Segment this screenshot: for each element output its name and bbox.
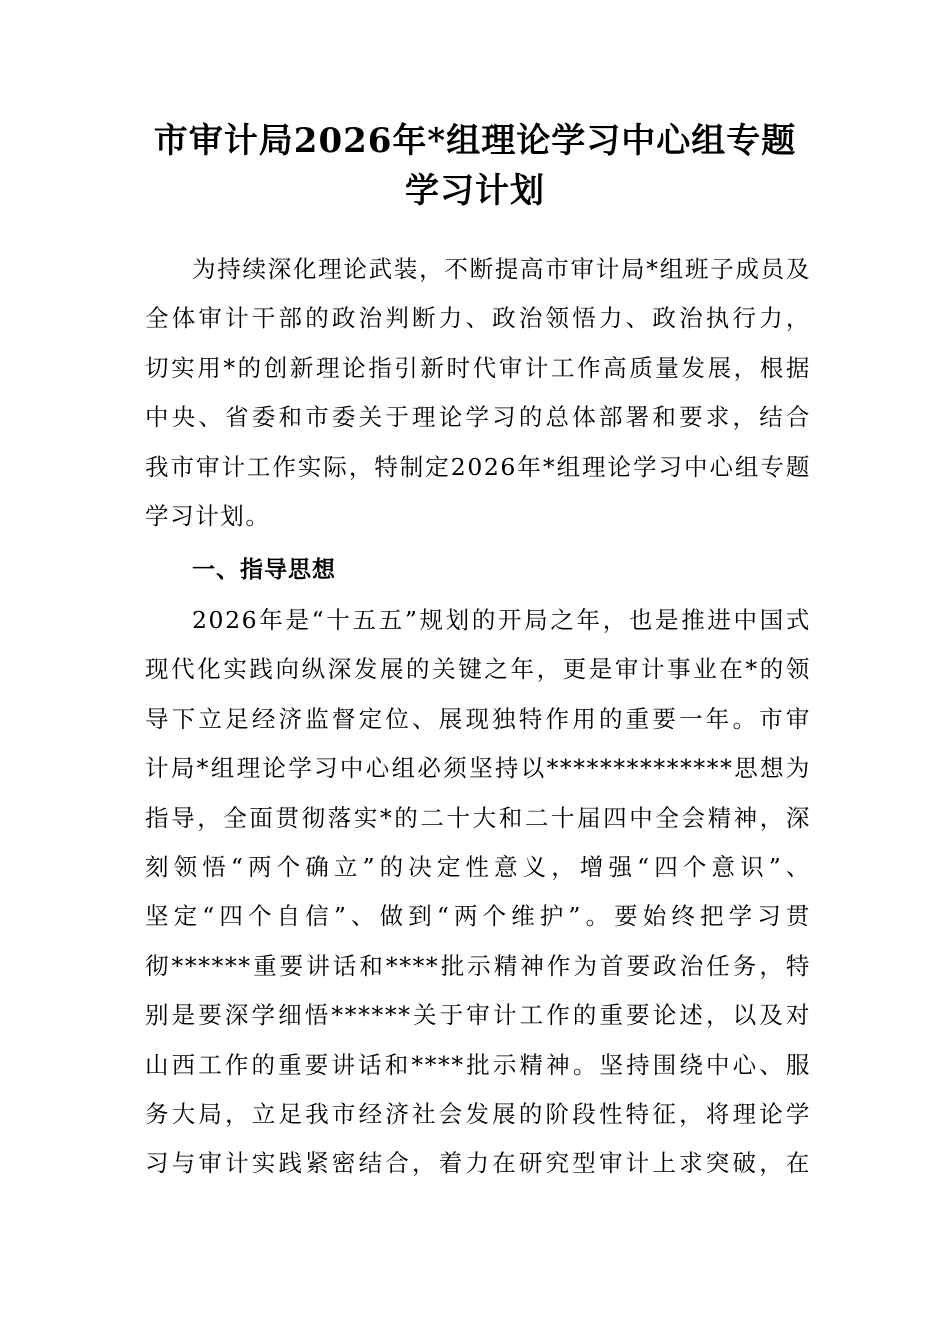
body-line: 指导，全面贯彻落实*的二十大和二十届四中全会精神，深 <box>145 803 811 832</box>
body-line: 务大局，立足我市经济社会发展的阶段性特征，将理论学 <box>145 1099 811 1128</box>
body-line: 现代化实践向纵深发展的关键之年，更是审计事业在*的领 <box>145 655 811 684</box>
title-line-1: 市审计局2026年*组理论学习中心组专题 <box>153 121 797 161</box>
body-line: 计局*组理论学习中心组必须坚持以**************思想为 <box>145 754 811 783</box>
body-line: 山西工作的重要讲话和****批示精神。坚持围绕中心、服 <box>145 1050 811 1079</box>
body-line: 彻******重要讲话和****批示精神作为首要政治任务，特 <box>145 951 811 980</box>
intro-line: 全体审计干部的政治判断力、政治领悟力、政治执行力， <box>145 304 811 333</box>
guiding-thought-paragraph <box>145 596 811 1189</box>
body-line: 2026年是“十五五”规划的开局之年，也是推进中国式 <box>192 606 811 634</box>
intro-paragraph <box>145 245 811 541</box>
body-line: 坚定“四个自信”、做到“两个维护”。要始终把学习贯 <box>145 902 811 931</box>
body-line: 刻领悟“两个确立”的决定性意义，增强“四个意识”、 <box>145 852 811 881</box>
body-line: 别是要深学细悟******关于审计工作的重要论述，以及对 <box>145 1001 811 1030</box>
intro-line: 中央、省委和市委关于理论学习的总体部署和要求，结合 <box>145 403 811 432</box>
body-line: 导下立足经济监督定位、展现独特作用的重要一年。市审 <box>145 704 811 733</box>
body-line: 习与审计实践紧密结合，着力在研究型审计上求突破，在 <box>145 1149 811 1178</box>
section-heading-guiding-thought: 一、指导思想 <box>192 557 336 583</box>
intro-line: 为持续深化理论武装，不断提高市审计局*组班子成员及 <box>192 255 811 283</box>
intro-line: 我市审计工作实际，特制定2026年*组理论学习中心组专题 <box>145 452 811 481</box>
intro-line: 学习计划。 <box>145 501 271 530</box>
document-title <box>120 116 830 216</box>
intro-line: 切实用*的创新理论指引新时代审计工作高质量发展，根据 <box>145 353 811 382</box>
title-line-2: 学习计划 <box>405 171 545 211</box>
